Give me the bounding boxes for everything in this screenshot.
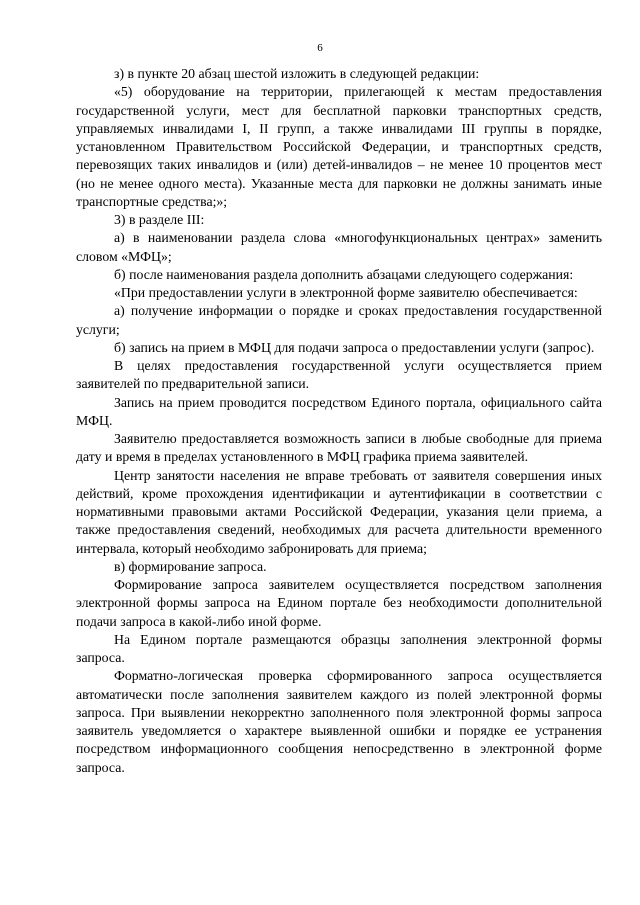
document-body [76,65,602,777]
paragraph: а) в наименовании раздела слова «многофункциональных центрах» заменить словом «МФЦ»; [76,230,602,264]
paragraph: б) запись на прием в МФЦ для подачи запроса о предоставлении услуги (запрос). [114,339,595,355]
paragraph: В целях предоставления государственной услуги осуществляется прием заявителей по предварительной записи. [76,358,602,392]
paragraph: 3) в разделе III: [114,212,205,227]
paragraph: Центр занятости населения не вправе требовать от заявителя совершения иных действий, кроме прохождения идентификации и аутентификации в соответствии с нормативными правовыми актами Российской Федерации, указания цели приема, а также предоставления сведений, необходимых для расчета длительности временного интервала, который необходимо забронировать для приема; [76,467,602,556]
paragraph: «При предоставлении услуги в электронной форме заявителю обеспечивается: [114,285,578,300]
paragraph: Форматно-логическая проверка сформированного запроса осуществляется автоматически после заполнения заявителем каждого из полей электронной формы запроса. При выявлении некорректно заполненного поля электронной формы запроса заявитель уведомляется о характере выявленной ошибки и порядке ее устранения посредством информационного сообщения непосредственно в электронной форме запроса. [76,668,602,775]
paragraph: б) после наименования раздела дополнить абзацами следующего содержания: [114,266,574,282]
paragraph: Заявителю предоставляется возможность записи в любые свободные для приема дату и время в пределах установленного в МФЦ графика приема заявителей. [76,431,602,465]
paragraph: в) формирование запроса. [114,558,267,574]
paragraph: з) в пункте 20 абзац шестой изложить в следующей редакции: [114,66,480,81]
paragraph: Формирование запроса заявителем осуществляется посредством заполнения электронной формы запроса на Едином портале без необходимости дополнительной подачи запроса в какой-либо иной форме. [76,577,602,629]
page-number: 6 [317,42,323,54]
paragraph: Запись на прием проводится посредством Единого портала, официального сайта МФЦ. [76,394,602,428]
paragraph: «5) оборудование на территории, прилегающей к местам предоставления государственной услуги, мест для бесплатной парковки транспортных средств, управляемых инвалидами I, II групп, а также инвалидами III группы в порядке, установленном Правительством Российской Федерации, и транспортных средств, перевозящих таких инвалидов и (или) детей-инвалидов – не менее 10 процентов мест (но не менее одного места). Указанные места для парковки не должны занимать иные транспортные средства;»; [76,84,602,209]
paragraph: а) получение информации о порядке и сроках предоставления государственной услуги; [76,303,602,337]
paragraph: На Едином портале размещаются образцы заполнения электронной формы запроса. [76,631,602,665]
